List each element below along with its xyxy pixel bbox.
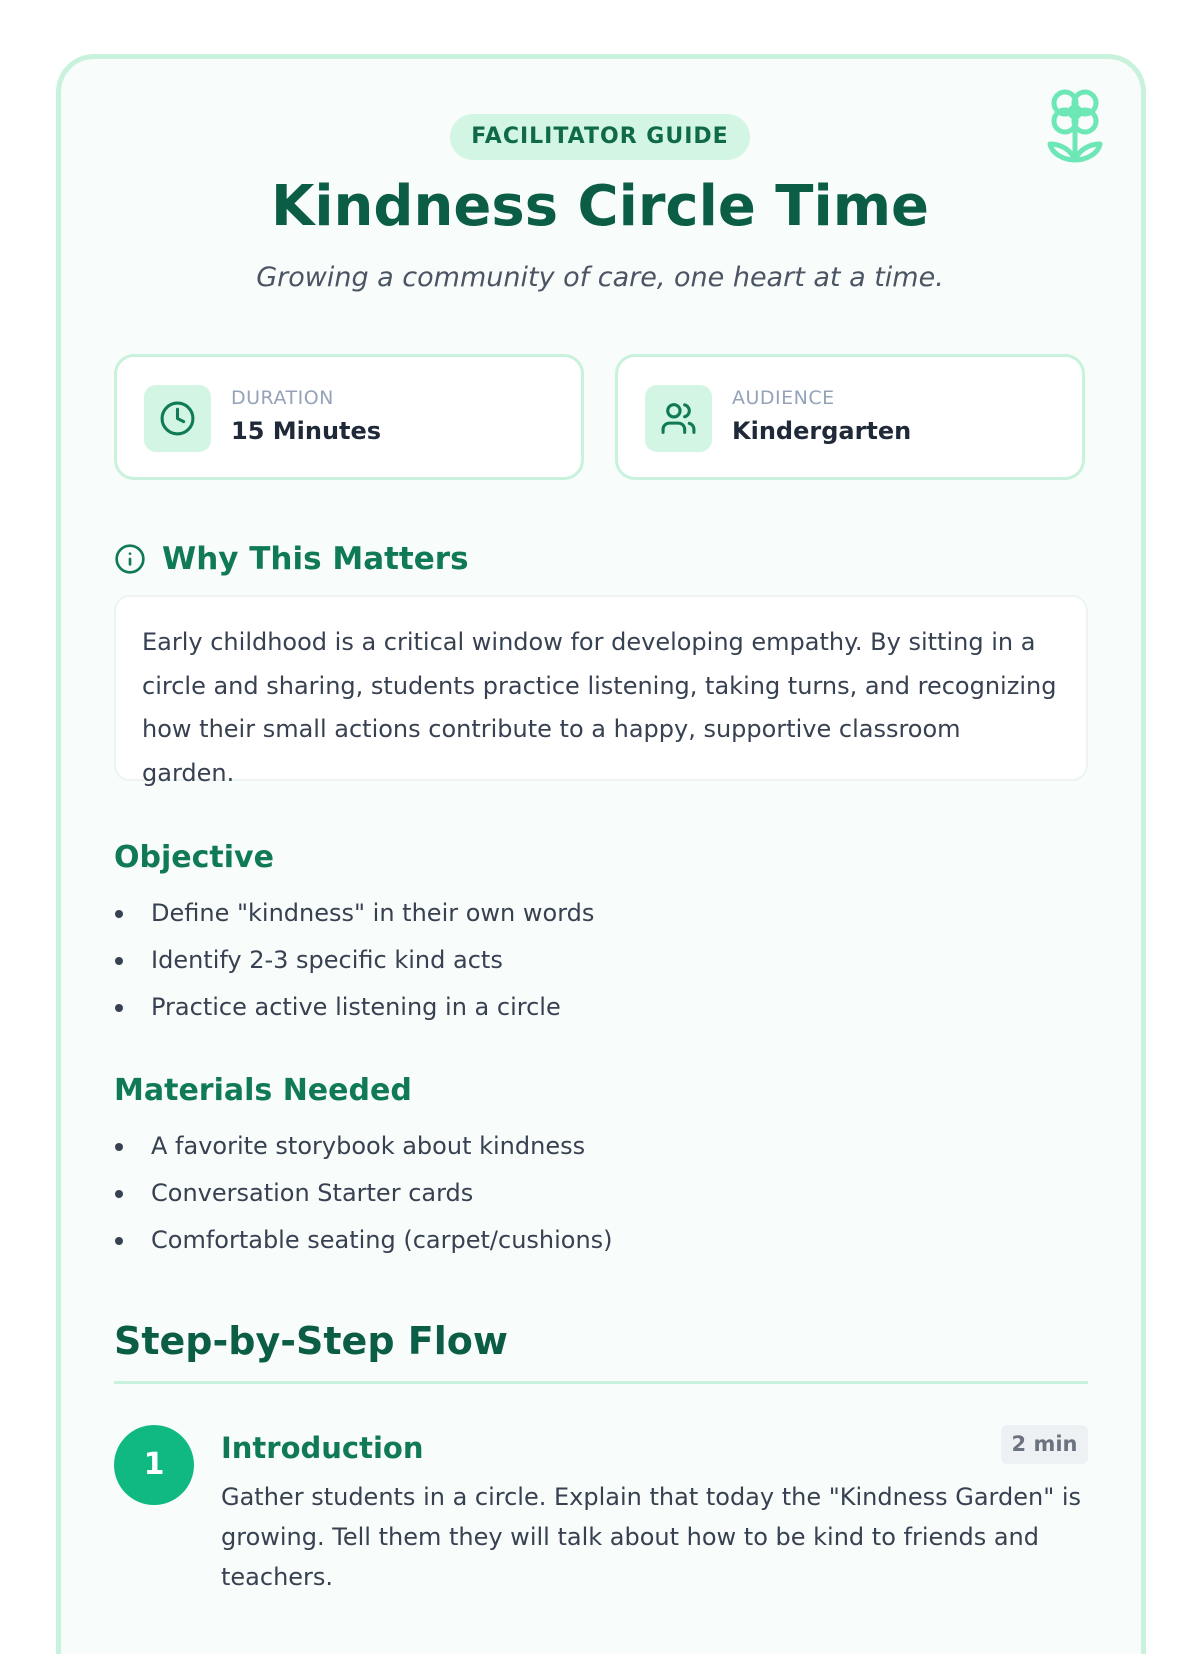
step-description: Gather students in a circle. Explain that today the "Kindness Garden" is growing. Tell them they will talk about how to be kind to friends and teachers. xyxy=(221,1483,1082,1591)
audience-label: AUDIENCE xyxy=(732,387,835,409)
page-subtitle: Growing a community of care, one heart at a time. xyxy=(256,262,944,293)
objective-heading: Objective xyxy=(114,840,274,875)
info-icon xyxy=(114,543,146,575)
duration-card xyxy=(114,354,584,480)
guide-type-badge: FACILITATOR GUIDE xyxy=(450,114,750,160)
page-title: Kindness Circle Time xyxy=(270,174,930,239)
flower-icon xyxy=(1046,88,1104,164)
list-item: A favorite storybook about kindness xyxy=(114,1123,1014,1170)
duration-label: DURATION xyxy=(231,387,334,409)
bullet-dot xyxy=(115,1004,123,1012)
objective-list xyxy=(114,890,1014,1031)
step-duration-badge: 2 min xyxy=(1001,1425,1088,1464)
list-item: Conversation Starter cards xyxy=(114,1170,1014,1217)
audience-card xyxy=(615,354,1085,480)
step-title: Introduction xyxy=(221,1431,424,1465)
bullet-dot xyxy=(115,957,123,965)
list-item: Define "kindness" in their own words xyxy=(114,890,1014,937)
duration-value: 15 Minutes xyxy=(231,417,382,445)
bullet-dot xyxy=(115,1237,123,1245)
why-body: Early childhood is a critical window for developing empathy. By sitting in a circle and sharing, students practice listening, taking turns, and recognizing how their small actions contribute to a happy, supportive classroom garden. xyxy=(114,595,1088,781)
section-divider xyxy=(114,1381,1088,1384)
bullet-dot xyxy=(115,910,123,918)
bullet-dot xyxy=(115,1143,123,1151)
materials-heading: Materials Needed xyxy=(114,1073,412,1108)
bullet-dot xyxy=(115,1190,123,1198)
why-heading-text: Why This Matters xyxy=(162,541,469,577)
clock-icon xyxy=(144,385,211,452)
step-number-badge: 1 xyxy=(114,1425,194,1505)
users-icon xyxy=(645,385,712,452)
list-item: Identify 2-3 specific kind acts xyxy=(114,937,1014,984)
list-item: Comfortable seating (carpet/cushions) xyxy=(114,1217,1014,1264)
flow-heading: Step-by-Step Flow xyxy=(114,1319,508,1363)
audience-value: Kindergarten xyxy=(732,417,912,445)
list-item: Practice active listening in a circle xyxy=(114,984,1014,1031)
materials-list xyxy=(114,1123,1014,1264)
